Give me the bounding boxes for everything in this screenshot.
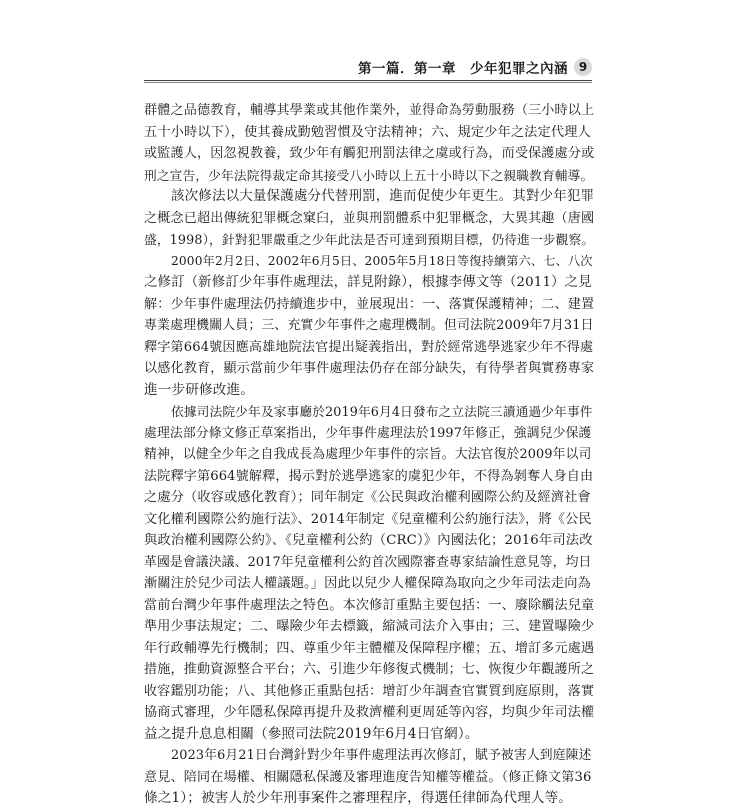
text-line: 年行政輔導先行機制；四、尊重少年主體權及保障程序權；五、增訂多元處遇: [144, 640, 594, 656]
text-line: 條之1）；被害人於少年刑事案件之審理程序，得選任律師為代理人等。: [144, 790, 573, 806]
header-rule-thin: [144, 82, 592, 83]
text-line: 之概念已超出傳統犯罪概念窠臼，並與刑罰體系中犯罪概念，大異其趣（唐國: [144, 210, 594, 226]
text-line: 解：少年事件處理法仍持續進步中，並展現出：一、落實保護精神；二、建置: [144, 296, 594, 312]
text-line: 刑之宣告，少年法院得裁定命其接受八小時以上五十小時以下之親職教育輔導。: [144, 167, 594, 183]
text-line: 精神，以健全少年之自我成長為處理少年事件的宗旨。大法官復於2009年以司: [144, 447, 592, 462]
text-line: 處理法部分條文修正草案指出，少年事件處理法於1997年修正，強調兒少保護: [144, 425, 592, 441]
text-line: 與政治權利國際公約》、《兒童權利公約（CRC）》內國法化；2016年司法改: [144, 533, 593, 548]
text-line: 當前台灣少年事件處理法之特色。本次修訂重點主要包括：一、廢除觸法兒童: [144, 597, 594, 613]
text-line: 盛，1998），針對犯罪嚴重之少年此法是否可達到預期目標，仍待進一步觀察。: [144, 232, 594, 247]
text-line: 專業處理機關人員；三、充實少年事件之處理機制。但司法院2009年7月31日: [144, 318, 594, 333]
text-line: 協商式審理，少年隱私保障再提升及救濟權利更周延等內容，均與少年司法權: [144, 705, 594, 720]
text-line: 該次修法以大量保護處分代替刑罰，進而促使少年更生。其對少年犯罪: [171, 188, 594, 204]
text-line: 群體之品德教育，輔導其學業或其他作業外，並得命為勞動服務（三小時以上: [144, 103, 594, 118]
text-line: 漸關注於兒少司法人權議題。」因此以兒少人權保障為取向之少年司法走向為: [144, 576, 591, 591]
header-rule: [144, 80, 592, 81]
chapter-title: 第一篇．第一章 少年犯罪之內涵: [358, 61, 568, 77]
text-line: 五十小時以下），使其養成勤勉習慣及守法精神；六、規定少年之法定代理人: [144, 124, 591, 140]
running-header: [144, 58, 592, 76]
text-line: 2023年6月21日台灣針對少年事件處理法再次修訂，賦予被害人到庭陳述: [171, 748, 592, 763]
text-line: 釋字第664號因應高雄地院法官提出疑義指出，對於經常逃學逃家少年不得處: [144, 339, 594, 355]
text-line: 收容鑑別功能；八、其他修正重點包括：增訂少年調查官實質到庭原則，落實: [144, 683, 594, 699]
text-line: 法院釋字第664號解釋，揭示對於逃學逃家的虞犯少年，不得為剝奪人身自由: [144, 468, 594, 484]
text-line: 2000年2月2日、2002年6月5日、2005年5月18日等復持續第六、七、八次: [171, 253, 593, 268]
page-number-badge: 9: [574, 58, 592, 76]
text-line: 或監護人，因忽視教養，致少年有觸犯刑罰法律之虞或行為，而受保護處分或: [144, 146, 594, 161]
body-text: [144, 100, 594, 810]
text-line: 革國是會議決議、2017年兒童權利公約首次國際審查專家結論性意見等，均日: [144, 554, 592, 570]
text-line: 依據司法院少年及家事廳於2019年6月4日發布之立法院三讀通過少年事件: [171, 404, 593, 419]
text-line: 之處分（收容或感化教育）；同年制定《公民與政治權利國際公約及經濟社會: [144, 490, 591, 505]
text-line: 措施，推動資源整合平台；六、引進少年修復式機制；七、恢復少年觀護所之: [144, 662, 594, 677]
text-line: 益之提升息息相關（參照司法院2019年6月4日官網）。: [144, 725, 479, 742]
text-line: 進一步研修改進。: [144, 381, 254, 398]
text-line: 意見、陪同在場權、相關隱私保護及審理進度告知權等權益。（修正條文第36: [144, 769, 592, 785]
text-line: 以感化教育，顯示當前少年事件處理法仍存在部分缺失，有待學者與實務專家: [144, 361, 594, 376]
text-line: 文化權利國際公約施行法》、2014年制定《兒童權利公約施行法》，將《公民: [144, 511, 592, 527]
text-line: 準用少事法規定；二、曝險少年去標籤，縮減司法介入事由；三、建置曝險少: [144, 619, 594, 634]
text-line: 之修訂（新修訂少年事件處理法，詳見附錄），根據李傳文等（2011）之見: [144, 275, 592, 290]
